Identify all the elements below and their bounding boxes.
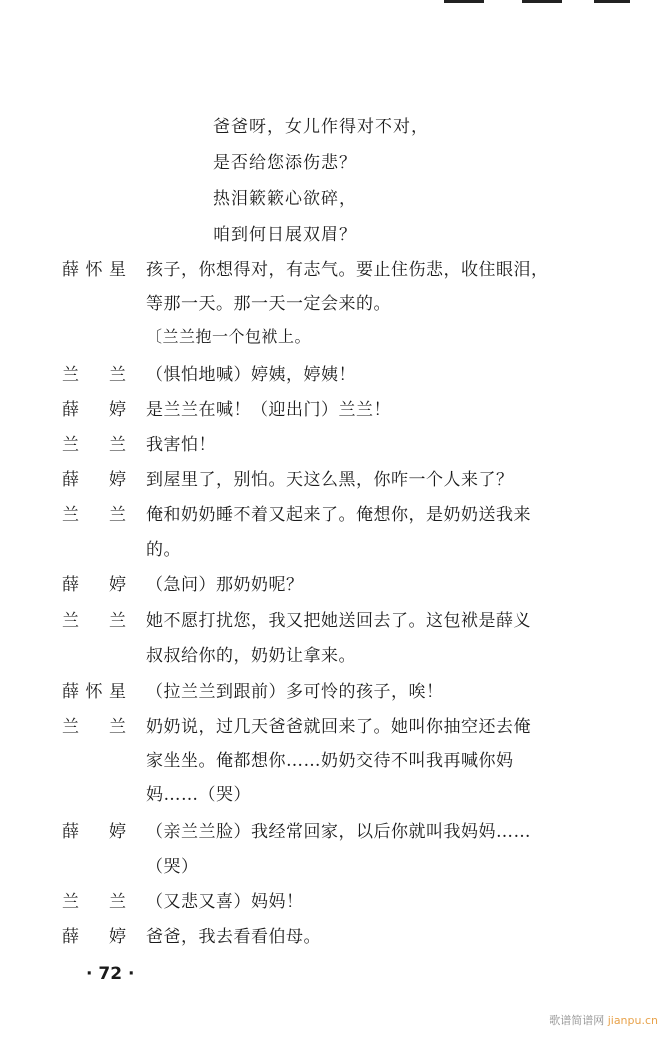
dialogue-line: 她不愿打扰您，我又把她送回去了。这包袱是薛义 — [146, 611, 531, 631]
speaker-name: 兰 兰 — [62, 717, 126, 737]
dialogue-line: 叔叔给你的，奶奶让拿来。 — [146, 646, 356, 666]
speaker-name: 薛 婷 — [62, 575, 126, 595]
speaker-name: 薛 怀 星 — [62, 682, 126, 702]
top-rule-3 — [594, 0, 630, 3]
speaker-name: 兰 兰 — [62, 435, 126, 455]
page-number: · 72 · — [86, 964, 135, 984]
speaker-name: 兰 兰 — [62, 505, 126, 525]
dialogue-line: 爸爸，我去看看伯母。 — [146, 927, 321, 947]
dialogue-line: 的。 — [146, 540, 181, 560]
speaker-name: 薛 怀 星 — [62, 260, 126, 280]
dialogue-line: 妈……（哭） — [146, 785, 251, 805]
speaker-name: 兰 兰 — [62, 892, 126, 912]
top-rule-2 — [522, 0, 562, 3]
dialogue-line: 等那一天。那一天一定会来的。 — [146, 294, 391, 314]
verse-line: 爸爸呀，女儿作得对不对， — [213, 117, 429, 137]
top-rule-1 — [444, 0, 484, 3]
dialogue-line: 到屋里了，别怕。天这么黑，你咋一个人来了？ — [146, 470, 514, 490]
speaker-name: 薛 婷 — [62, 822, 126, 842]
dialogue-line: （哭） — [146, 857, 199, 877]
speaker-name: 兰 兰 — [62, 611, 126, 631]
dialogue-line: （拉兰兰到跟前）多可怜的孩子，唉！ — [146, 682, 444, 702]
watermark — [549, 1012, 658, 1028]
dialogue-line: 我害怕！ — [146, 435, 216, 455]
stage-direction: 〔兰兰抱一个包袱上。 — [146, 327, 312, 346]
dialogue-line: （又悲又喜）妈妈！ — [146, 892, 304, 912]
verse-line: 咱到何日展双眉？ — [213, 225, 357, 245]
dialogue-line: （急问）那奶奶呢？ — [146, 575, 304, 595]
dialogue-line: 家坐坐。俺都想你……奶奶交待不叫我再喊你妈 — [146, 751, 514, 771]
speaker-name: 兰 兰 — [62, 365, 126, 385]
speaker-name: 薛 婷 — [62, 927, 126, 947]
speaker-name: 薛 婷 — [62, 470, 126, 490]
verse-line: 是否给您添伤悲？ — [213, 153, 357, 173]
watermark-en: jianpu.cn — [607, 1014, 658, 1027]
dialogue-line: 孩子，你想得对，有志气。要止住伤悲，收住眼泪， — [146, 260, 549, 280]
dialogue-line: （惧怕地喊）婷姨，婷姨！ — [146, 365, 356, 385]
dialogue-line: 奶奶说，过几天爸爸就回来了。她叫你抽空还去俺 — [146, 717, 531, 737]
watermark-cn: 歌谱简谱网 — [549, 1014, 605, 1027]
speaker-name: 薛 婷 — [62, 400, 126, 420]
dialogue-line: 是兰兰在喊！（迎出门）兰兰！ — [146, 400, 391, 420]
dialogue-line: 俺和奶奶睡不着又起来了。俺想你，是奶奶送我来 — [146, 505, 531, 525]
dialogue-line: （亲兰兰脸）我经常回家，以后你就叫我妈妈…… — [146, 822, 531, 842]
verse-line: 热泪簌簌心欲碎， — [213, 189, 357, 209]
